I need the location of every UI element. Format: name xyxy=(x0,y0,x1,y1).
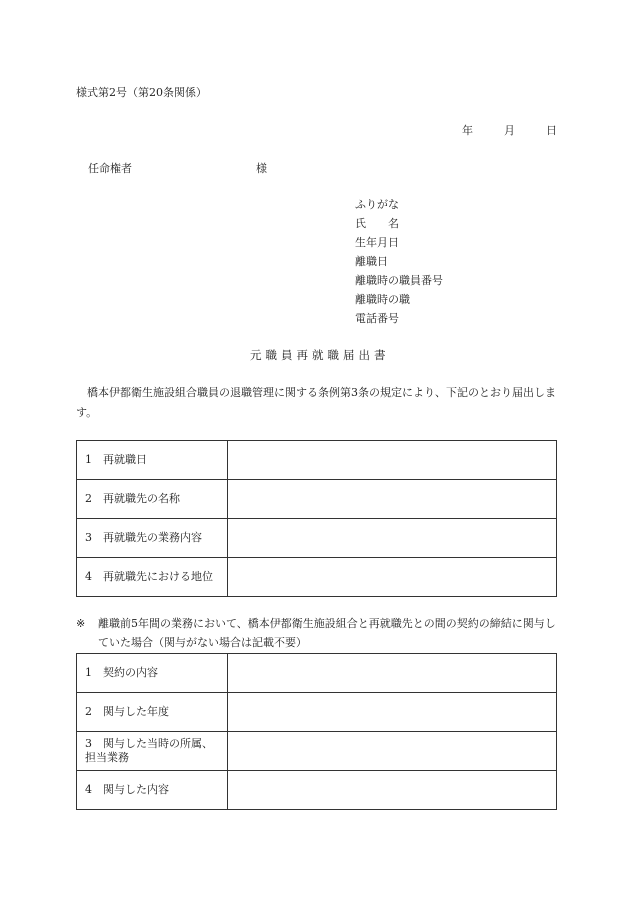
row-label: 1 再就職日 xyxy=(77,441,228,480)
row-value[interactable] xyxy=(228,771,557,810)
row-label: 4 再就職先における地位 xyxy=(77,558,228,597)
row-value[interactable] xyxy=(228,558,557,597)
row-value[interactable] xyxy=(228,732,557,771)
table-row xyxy=(77,693,557,732)
table-row xyxy=(77,654,557,693)
table-row xyxy=(77,480,557,519)
row-value[interactable] xyxy=(228,480,557,519)
intro-paragraph: 橋本伊都衛生施設組合職員の退職管理に関する条例第3条の規定により、下記のとおり届出します。 xyxy=(76,386,556,419)
form-number: 様式第2号（第20条関係） xyxy=(76,86,207,99)
field-retirement-date: 離職日 xyxy=(355,255,388,268)
row-label: 3 関与した当時の所属、担当業務 xyxy=(77,732,228,771)
note-mark: ※ xyxy=(76,617,86,630)
note-text: 離職前5年間の業務において、橋本伊都衛生施設組合と再就職先との間の契約の締結に関与していた場合（関与がない場合は記載不要） xyxy=(98,617,556,649)
contract-table xyxy=(76,653,557,810)
row-value[interactable] xyxy=(228,654,557,693)
field-employee-number: 離職時の職員番号 xyxy=(355,274,443,287)
table-row xyxy=(77,441,557,480)
row-label: 4 関与した内容 xyxy=(77,771,228,810)
note xyxy=(76,614,566,652)
row-value[interactable] xyxy=(228,519,557,558)
field-phone: 電話番号 xyxy=(355,312,399,325)
date-year: 年 xyxy=(462,124,473,137)
date-day: 日 xyxy=(546,124,557,137)
row-label: 3 再就職先の業務内容 xyxy=(77,519,228,558)
row-label: 2 関与した年度 xyxy=(77,693,228,732)
row-value[interactable] xyxy=(228,693,557,732)
field-position: 離職時の職 xyxy=(355,293,410,306)
table-row xyxy=(77,732,557,771)
document-title: 元職員再就職届出書 xyxy=(250,348,390,362)
table-row xyxy=(77,519,557,558)
row-value[interactable] xyxy=(228,441,557,480)
field-furigana: ふりがな xyxy=(355,198,399,211)
field-birthdate: 生年月日 xyxy=(355,236,399,249)
table-row xyxy=(77,771,557,810)
addressee-label: 任命権者 xyxy=(88,162,132,175)
reemployment-table xyxy=(76,440,557,597)
addressee-honorific: 様 xyxy=(256,162,267,175)
table-row xyxy=(77,558,557,597)
field-name: 氏 名 xyxy=(355,217,399,230)
row-label: 1 契約の内容 xyxy=(77,654,228,693)
row-label: 2 再就職先の名称 xyxy=(77,480,228,519)
date-line xyxy=(462,124,557,138)
date-month: 月 xyxy=(504,124,515,137)
